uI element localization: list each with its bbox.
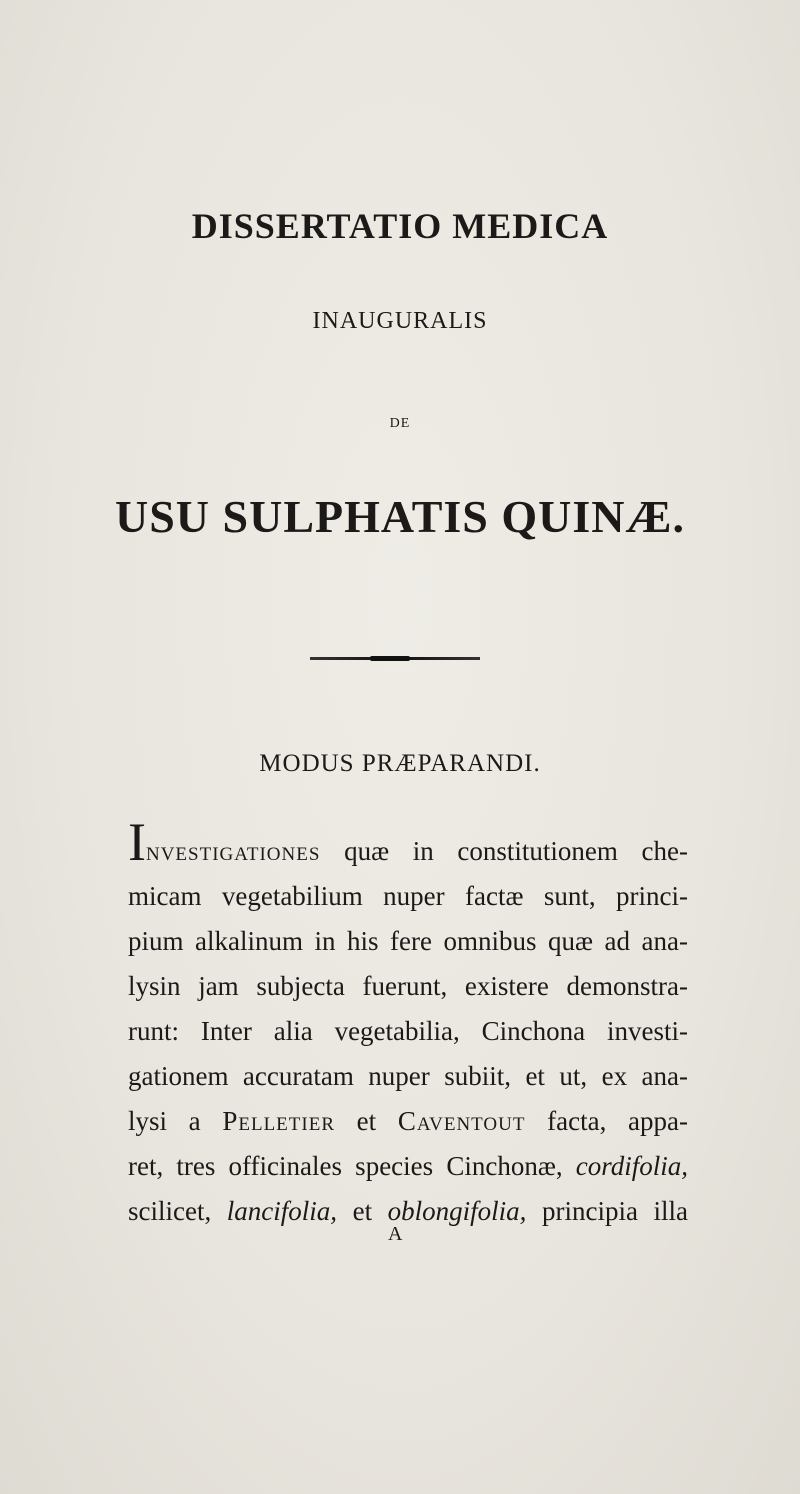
body-line-6: gationem accuratam nuper subiit, et ut, ex ana- (128, 1061, 688, 1091)
ornamental-rule (310, 657, 480, 660)
section-heading: MODUS PRÆPARANDI. (259, 750, 541, 777)
body-line-3: pium alkalinum in his fere omnibus quæ ad ana- (128, 926, 688, 956)
body-line-7: lysi a Pelletier et Caventout facta, appa- (128, 1106, 688, 1136)
body-line-9: scilicet, lancifolia, et oblongifolia, principia illa (128, 1196, 688, 1226)
signature-mark: A (388, 1223, 403, 1245)
title-line-2: INAUGURALIS (312, 308, 488, 334)
body-line-1: Investigationes quæ in constitutionem che- (128, 812, 688, 872)
body-line-5: runt: Inter alia vegetabilia, Cinchona investi- (128, 1016, 688, 1046)
author-name: Pelletier (222, 1106, 335, 1136)
body-line-4: lysin jam subjecta fuerunt, existere demonstra- (128, 971, 688, 1001)
author-name: Caventout (397, 1106, 526, 1136)
body-text (128, 812, 688, 1234)
body-line-8: ret, tres officinales species Cinchonæ, cordifolia, (128, 1151, 688, 1181)
drop-cap: I (128, 812, 146, 872)
body-line-2: micam vegetabilium nuper factæ sunt, princi- (128, 881, 688, 911)
title-line-1: DISSERTATIO MEDICA (191, 206, 609, 246)
title-line-3: DE (389, 416, 411, 431)
title-line-4: USU SULPHATIS QUINÆ. (115, 491, 685, 542)
